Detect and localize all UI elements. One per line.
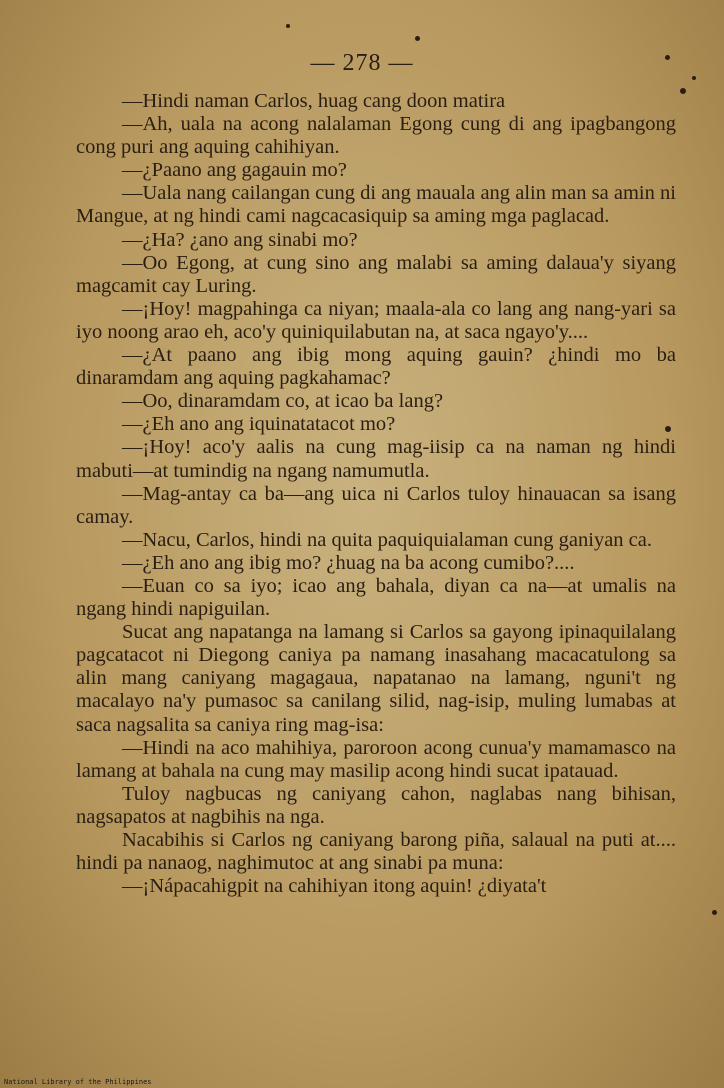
paragraph: —Oo Egong, at cung sino ang malabi sa aming dalaua'y siyang magcamit cay Luring. bbox=[76, 251, 676, 297]
paragraph: —¿Ha? ¿ano ang sinabi mo? bbox=[122, 228, 358, 251]
ink-speck bbox=[692, 76, 696, 80]
paragraph: —¿Paano ang gagauin mo? bbox=[122, 159, 347, 182]
paragraph: —¡Hoy! magpahinga ca niyan; maala-ala co lang ang nang-yari sa iyo noong arao eh, aco'y quiniquilabutan na, at saca ngayo'y.... bbox=[76, 297, 676, 343]
paragraph: —Ah, uala na acong nalalaman Egong cung di ang ipagbangong cong puri ang aquing cahihiyan. bbox=[76, 113, 676, 159]
paragraph: —Hindi naman Carlos, huag cang doon matira bbox=[122, 90, 506, 112]
ink-speck bbox=[712, 910, 717, 915]
ink-speck bbox=[680, 88, 686, 94]
paragraph: —Uala nang cailangan cung di ang mauala ang alin man sa amin ni Mangue, at ng hindi cami nagcacasiquip sa aming mga paglacad. bbox=[76, 182, 676, 228]
paragraph: —¿At paano ang ibig mong aquing gauin? ¿hindi mo ba dinaramdam ang aquing pagkahamac? bbox=[76, 344, 676, 390]
ink-speck bbox=[665, 55, 670, 60]
paragraph: Tuloy nagbucas ng caniyang cahon, naglabas nang bihisan, nagsapatos at nagbihis na nga. bbox=[76, 782, 676, 828]
paragraph: —Hindi na aco mahihiya, paroroon acong cunua'y mamamasco na lamang at bahala na cung may masilip acong hindi sucat ipatauad. bbox=[76, 736, 676, 782]
footer-credit: National Library of the Philippines bbox=[4, 1078, 152, 1086]
paragraph: —¿Eh ano ang ibig mo? ¿huag na ba acong cumibo?.... bbox=[122, 551, 575, 574]
paragraph: —Euan co sa iyo; icao ang bahala, diyan ca na—at umalis na ngang hindi napiguilan. bbox=[76, 574, 676, 621]
ink-speck bbox=[286, 24, 290, 28]
ink-speck bbox=[665, 426, 671, 432]
paragraph: —¡Nápacahigpit na cahihiyan itong aquin! ¿diyata't bbox=[122, 875, 547, 898]
paragraph: —¿Eh ano ang iquinatatacot mo? bbox=[122, 413, 396, 436]
paragraph: —Nacu, Carlos, hindi na quita paquiquialaman cung ganiyan ca. bbox=[122, 528, 652, 551]
page-number: — 278 — bbox=[310, 50, 414, 76]
paragraph: —Mag-antay ca ba—ang uica ni Carlos tuloy hinauacan sa isang camay. bbox=[76, 482, 676, 528]
paragraph: —¡Hoy! aco'y aalis na cung mag-iisip ca na naman ng hindi mabuti—at tumindig na ngang namumutla. bbox=[76, 436, 676, 482]
body-text bbox=[76, 90, 676, 898]
paragraph: Sucat ang napatanga na lamang si Carlos sa gayong ipinaquilalang pagcatacot ni Diegong caniya pa namang inasahang macacatulong sa alin mang caniyang magagaua, napatanao na lamang, nguni't ng macalayo na'y pumasoc sa canilang silid, nag-isip, muling lumabas at saca nagsalita sa caniya ring mag-isa: bbox=[76, 621, 676, 736]
paragraph: Nacabihis si Carlos ng caniyang barong piña, salaual na puti at.... hindi pa nanaog, naghimutoc at ang sinabi pa muna: bbox=[76, 829, 676, 875]
ink-speck bbox=[415, 36, 420, 41]
paragraph: —Oo, dinaramdam co, at icao ba lang? bbox=[122, 390, 444, 413]
